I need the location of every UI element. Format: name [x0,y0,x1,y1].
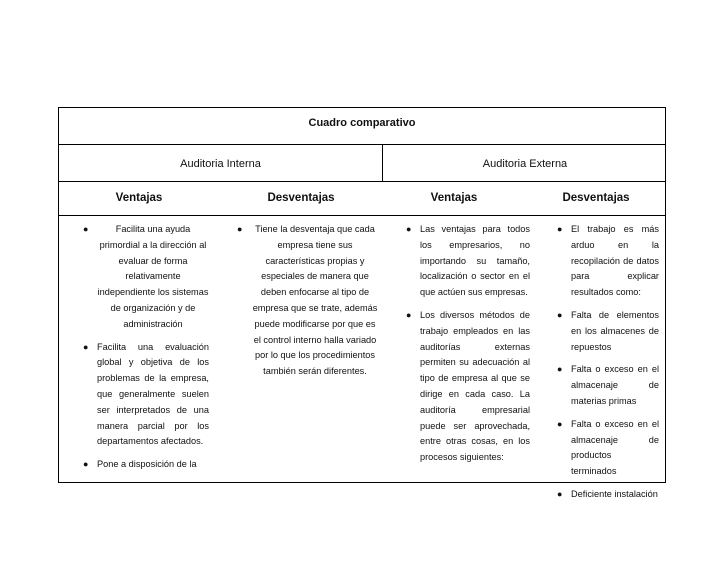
comparison-table [58,107,666,499]
list-item: ● Tiene la desventaja que cada empresa tiene sus características propias y especiales de manera que deben enfocarse al tipo de empresa que se trate, además puede modificarse por que es el control interno halla variado por lo que los procedimientos también serán diferentes. [237,224,378,377]
cell-ext-ventajas [406,222,530,482]
bullet-icon: ● [557,224,563,234]
bullet-icon: ● [237,224,243,234]
list-item: ● El trabajo es más arduo en la recopilación de datos para explicar resultados como: [557,224,659,298]
bullet-icon: ● [83,341,89,352]
list-item: ● Facilita una ayuda primordial a la dirección al evaluar de forma relativamente independiente los sistemas de organización y de administración [83,224,209,329]
list-item: ● Los diversos métodos de trabajo empleados en las auditorías externas permiten su adecuación al tipo de empresa al que se dirige en cada caso. La auditoría empresarial puede ser aprovechada, entre otras cosas, en los procesos siguientes: [406,309,530,463]
list-item: ● Falta o exceso en el almacenaje de productos terminados [557,418,659,477]
subheader-int-desventajas: Desventajas [267,192,335,204]
cell-int-desventajas [237,222,379,482]
list-item: ● Las ventajas para todos los empresarios, no importando su tamaño, localización o sector en el que actúen sus empresas. [406,224,530,298]
table-rule [59,215,665,216]
bullet-icon: ● [557,418,563,429]
subheader-ext-ventajas: Ventajas [430,192,478,204]
bullet-icon: ● [557,364,563,375]
bullet-icon: ● [406,224,412,234]
bullet-icon: ● [557,488,563,499]
table-title: Cuadro comparativo [308,117,416,129]
bullet-icon: ● [83,224,89,234]
list-item: ● Falta o exceso en el almacenaje de materias primas [557,364,659,406]
list-item: ● Facilita una evaluación global y objetiva de los problemas de la empresa, que generalmente suelen ser interpretados de una manera parcial por los departamentos afectados. [83,341,209,447]
list-item: ● Falta de elementos en los almacenes de repuestos [557,309,659,352]
cell-int-ventajas [83,222,209,482]
subheader-int-ventajas: Ventajas [115,192,163,204]
subheader-ext-desventajas: Desventajas [562,192,630,204]
group-header-externa: Auditoria Externa [482,158,568,170]
list-item: ● Deficiente instalación [571,487,659,503]
bullet-icon: ● [83,459,89,470]
bullet-icon: ● [406,309,412,320]
list-item: ● Pone a disposición de la [97,457,209,473]
cell-ext-desventajas [557,222,659,499]
group-header-interna: Auditoria Interna [180,158,261,170]
bullet-icon: ● [557,309,563,320]
